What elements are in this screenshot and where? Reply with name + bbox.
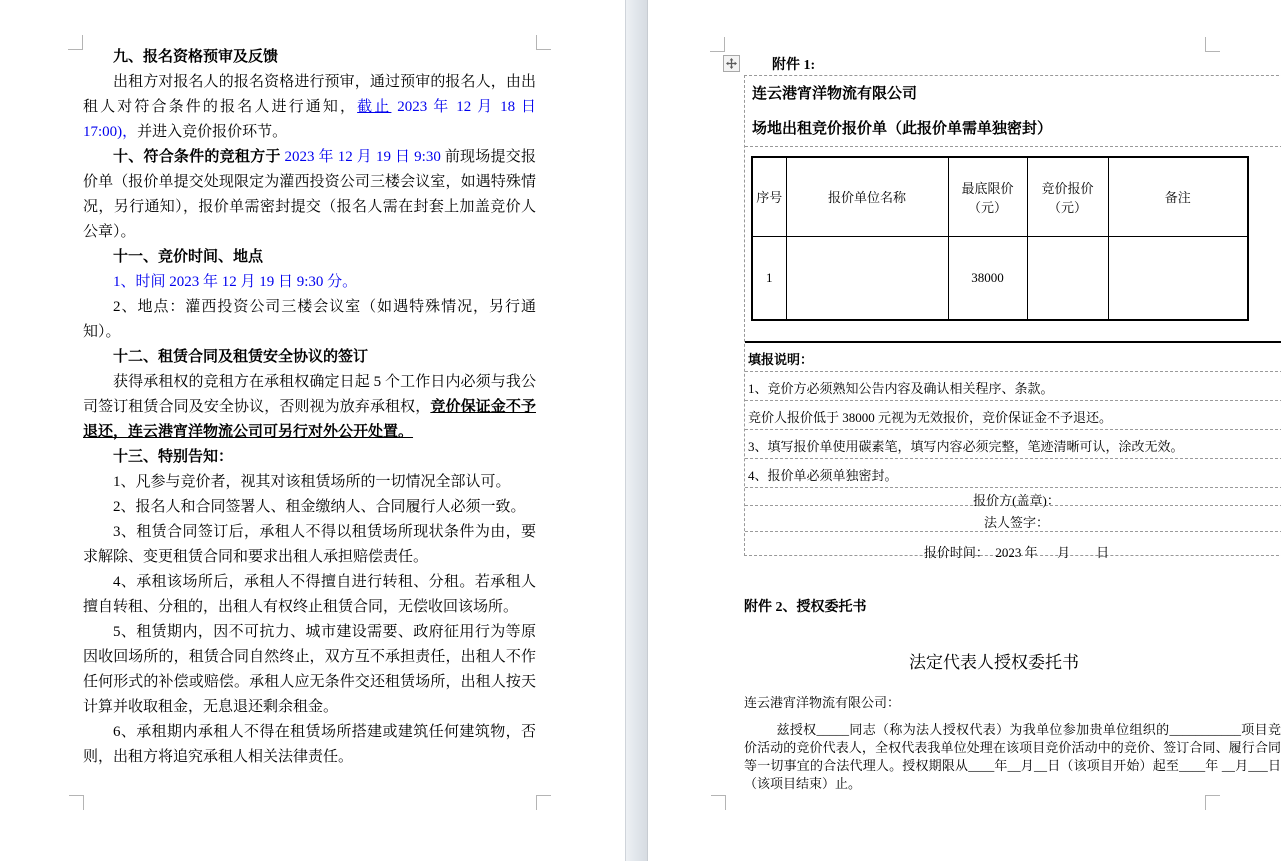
cell-seq[interactable]: 1: [752, 236, 786, 320]
notice-item-3[interactable]: 3、租赁合同签订后，承租人不得以租赁场所现状条件为由，要求解除、变更租赁合同和要求出租人承担赔偿责任。: [83, 524, 536, 565]
quotation-form-title-block: [745, 82, 1281, 147]
filling-instructions: [745, 341, 1281, 565]
col-header-remark[interactable]: 备注: [1108, 157, 1248, 236]
section-13-heading[interactable]: 十三、特别告知：: [113, 449, 234, 465]
text-boundary-mark: [1205, 795, 1220, 810]
instruction-item[interactable]: 竞价人报价低于 38000 元视为无效报价，竞价保证金不予退还。: [745, 401, 1281, 430]
quotation-form-frame[interactable]: [744, 75, 1281, 560]
section-11-item-time[interactable]: 1、时间 2023 年 12 月 19 日 9:30 分。: [113, 274, 358, 290]
four-way-arrow-move-icon: [726, 58, 737, 69]
text-boundary-mark: [711, 795, 726, 810]
section-11-heading[interactable]: 十一、竞价时间、地点: [113, 249, 264, 265]
section-12-paragraph[interactable]: [83, 370, 536, 445]
notice-item-4[interactable]: 4、承租该场所后，承租人不得擅自进行转租、分租。若承租人擅自转租、分租的，出租人有权终止租赁合同，无偿收回该场所。: [83, 574, 536, 615]
section-10-heading-run: 十、符合条件的竞租方于: [113, 149, 281, 165]
section-9-paragraph[interactable]: [83, 70, 536, 145]
attachment2-heading[interactable]: 附件 2、授权委托书: [744, 600, 867, 615]
text-boundary-mark: [536, 35, 551, 50]
deadline-underline-run: 截止: [357, 99, 392, 115]
col-header-bid-price[interactable]: 竞价报价（元）: [1027, 157, 1108, 236]
cell-min-price[interactable]: 38000: [948, 236, 1027, 320]
col-header-seq[interactable]: 序号: [752, 157, 786, 236]
document-page-left[interactable]: [0, 0, 625, 861]
text-run: 并进入竞价报价环节。: [137, 124, 288, 140]
instruction-item[interactable]: 1、竞价方必须熟知公告内容及确认相关程序、条款。: [745, 372, 1281, 401]
attachment1-label[interactable]: 附件 1:: [772, 58, 816, 73]
notice-item-6[interactable]: 6、承租期内承租人不得在租赁场所搭建或建筑任何建筑物，否则，出租方将追究承租人相关法律责任。: [83, 724, 536, 765]
text-boundary-mark: [536, 795, 551, 810]
power-of-attorney-body[interactable]: 兹授权_____同志（称为法人授权代表）为我单位参加贵单位组织的___________项目竞价活动的竞价代表人，全权代表我单位处理在该项目竞价活动中的竞价、签订合同、履行合同等一切事宜的合法代理人。授权期限从____年__月__日（该项目开始）起至____年 __月___日（该项目结束）止。: [744, 722, 1281, 791]
power-of-attorney-title[interactable]: 法定代表人授权委托书: [909, 653, 1079, 672]
notice-item-5[interactable]: 5、租赁期内，因不可抗力、城市建设需要、政府征用行为等原因收回场所的，租赁合同自然终止，双方互不承担责任，出租人不作任何形式的补偿或赔偿。承租人应无条件交还租赁场所，出租人按天计算并收取租金，无息退还剩余租金。: [83, 624, 536, 715]
no-refund-emphasis-run: 竞价保证金不予退还，连云港宵洋物流公司可另行对外公开处置。: [83, 399, 536, 440]
quotation-table[interactable]: [751, 156, 1249, 321]
notice-item-2[interactable]: 2、报名人和合同签署人、租金缴纳人、合同履行人必须一致。: [113, 499, 526, 515]
page-gap: [625, 0, 648, 861]
filling-instructions-title[interactable]: 填报说明：: [745, 343, 1281, 372]
company-name[interactable]: 连云港宵洋物流有限公司: [752, 86, 918, 102]
cell-bid-price[interactable]: [1027, 236, 1108, 320]
power-of-attorney-salutation[interactable]: 连云港宵洋物流有限公司：: [744, 695, 901, 710]
notice-item-1[interactable]: 1、凡参与竞价者，视其对该租赁场所的一切情况全部认可。: [113, 474, 511, 490]
text-boundary-mark: [68, 35, 83, 50]
section-11-item-place[interactable]: 2、地点：灌西投资公司三楼会议室（如遇特殊情况，另行通知）。: [83, 299, 536, 340]
bid-date-run: 2023 年 12 月 19 日 9:30: [280, 149, 445, 165]
text-boundary-mark: [1205, 37, 1220, 52]
section-12-heading[interactable]: 十二、租赁合同及租赁安全协议的签订: [113, 349, 369, 365]
legal-signature-line[interactable]: 法人签字：: [745, 506, 1281, 532]
document-body-text[interactable]: [83, 45, 536, 770]
bidder-seal-line[interactable]: 报价方(盖章)：: [745, 488, 1281, 506]
instruction-item[interactable]: 3、填写报价单使用碳素笔，填写内容必须完整，笔迹清晰可认，涂改无效。: [745, 430, 1281, 459]
text-run: 获得承租权的竞租方在承租权确定日起 5 个工作日内必须与我公司签订租赁合同及安全协议，否则视为放弃承租权，: [83, 374, 536, 415]
col-header-unit-name[interactable]: 报价单位名称: [786, 157, 948, 236]
cell-remark[interactable]: [1108, 236, 1248, 320]
text-run: 前现场提交报价单（报价单提交处现限定为灌西投资公司三楼会议室，如遇特殊情况，另行通知），报价单需密封提交（报名人需在封套上加盖竞价人公章）。: [83, 149, 536, 240]
quote-date-line[interactable]: 报价时间： 2023 年 月 日: [923, 545, 1110, 560]
cell-unit-name[interactable]: [786, 236, 948, 320]
text-boundary-mark: [69, 795, 84, 810]
frame-move-handle[interactable]: [723, 55, 740, 72]
col-header-min-price[interactable]: 最底限价（元）: [948, 157, 1027, 236]
table-row: [752, 236, 1248, 320]
quotation-form-title[interactable]: 场地出租竞价报价单（此报价单需单独密封）: [752, 121, 1053, 137]
section-10-paragraph[interactable]: [83, 145, 536, 245]
text-boundary-mark: [710, 37, 725, 52]
text-run: 出租方对报名人的报名资格进行预审，通过预审的报名人，由出租人对符合条件的报名人进行通知，: [83, 74, 536, 115]
instruction-item[interactable]: 4、报价单必须单独密封。: [745, 459, 1281, 488]
section-9-heading[interactable]: 九、报名资格预审及反馈: [113, 49, 279, 65]
deadline-date-run: 2023 年 12 月 18 日 17:00)，: [83, 99, 536, 140]
